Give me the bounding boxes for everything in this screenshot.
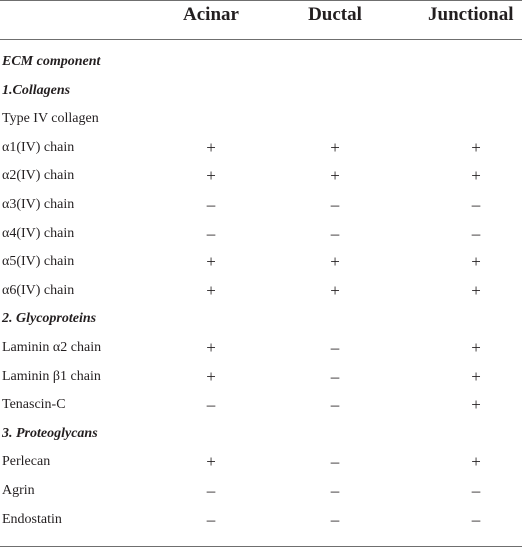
table-body xyxy=(0,48,522,534)
cell-junctional: – xyxy=(471,194,481,214)
row-label: α4(IV) chain xyxy=(2,225,75,241)
table-row xyxy=(0,506,522,535)
cell-ductal: + xyxy=(330,280,340,300)
cell-ductal: – xyxy=(330,509,340,529)
section-heading: 2. Glycoproteins xyxy=(2,311,97,327)
table-row xyxy=(0,391,522,420)
cell-ductal: – xyxy=(330,223,340,243)
cell-ductal: + xyxy=(330,252,340,272)
cell-junctional: + xyxy=(471,137,481,157)
header-rule xyxy=(0,39,522,40)
cell-acinar: – xyxy=(206,223,216,243)
table-row xyxy=(0,477,522,506)
cell-ductal: – xyxy=(330,194,340,214)
cell-junctional: + xyxy=(471,280,481,300)
cell-acinar: + xyxy=(206,137,216,157)
cell-acinar: + xyxy=(206,280,216,300)
cell-ductal: – xyxy=(330,395,340,415)
table-row xyxy=(0,420,522,449)
cell-ductal: + xyxy=(330,166,340,186)
cell-acinar: – xyxy=(206,194,216,214)
table-row xyxy=(0,220,522,249)
cell-ductal: + xyxy=(330,137,340,157)
table-row xyxy=(0,363,522,392)
cell-acinar: + xyxy=(206,366,216,386)
row-label: Laminin β1 chain xyxy=(2,368,101,384)
header-row xyxy=(0,0,522,39)
cell-junctional: – xyxy=(471,509,481,529)
cell-ductal: – xyxy=(330,480,340,500)
cell-acinar: + xyxy=(206,252,216,272)
cell-junctional: + xyxy=(471,366,481,386)
cell-junctional: + xyxy=(471,337,481,357)
section-heading: 1.Collagens xyxy=(2,82,71,98)
table-row xyxy=(0,248,522,277)
row-label: Laminin α2 chain xyxy=(2,339,102,355)
table-row xyxy=(0,277,522,306)
cell-junctional: + xyxy=(471,395,481,415)
column-header-acinar: Acinar xyxy=(183,4,239,25)
table-row xyxy=(0,448,522,477)
cell-junctional: – xyxy=(471,480,481,500)
table-row xyxy=(0,77,522,106)
row-label: α5(IV) chain xyxy=(2,254,75,270)
table-row xyxy=(0,105,522,134)
cell-acinar: + xyxy=(206,337,216,357)
row-label: α3(IV) chain xyxy=(2,196,75,212)
table-row xyxy=(0,191,522,220)
column-header-junctional: Junctional xyxy=(428,4,514,25)
row-label: Tenascin-C xyxy=(2,397,66,413)
cell-ductal: – xyxy=(330,452,340,472)
row-label: Perlecan xyxy=(2,454,51,470)
cell-acinar: – xyxy=(206,395,216,415)
cell-ductal: – xyxy=(330,337,340,357)
row-label: Agrin xyxy=(2,482,35,498)
cell-ductal: – xyxy=(330,366,340,386)
cell-junctional: + xyxy=(471,252,481,272)
cell-junctional: – xyxy=(471,223,481,243)
cell-junctional: + xyxy=(471,452,481,472)
row-label: Endostatin xyxy=(2,511,62,527)
section-heading: 3. Proteoglycans xyxy=(2,425,98,441)
cell-junctional: + xyxy=(471,166,481,186)
table-row xyxy=(0,334,522,363)
cell-acinar: + xyxy=(206,452,216,472)
row-label: α1(IV) chain xyxy=(2,139,75,155)
cell-acinar: – xyxy=(206,480,216,500)
table-row xyxy=(0,48,522,77)
table-row xyxy=(0,134,522,163)
cell-acinar: + xyxy=(206,166,216,186)
row-label: α2(IV) chain xyxy=(2,168,75,184)
cell-acinar: – xyxy=(206,509,216,529)
column-header-ductal: Ductal xyxy=(308,4,362,25)
table-row xyxy=(0,305,522,334)
row-label: Type IV collagen xyxy=(2,111,99,127)
table-row xyxy=(0,162,522,191)
row-label: α6(IV) chain xyxy=(2,282,75,298)
section-heading: ECM component xyxy=(2,54,101,69)
bottom-rule xyxy=(0,546,522,547)
